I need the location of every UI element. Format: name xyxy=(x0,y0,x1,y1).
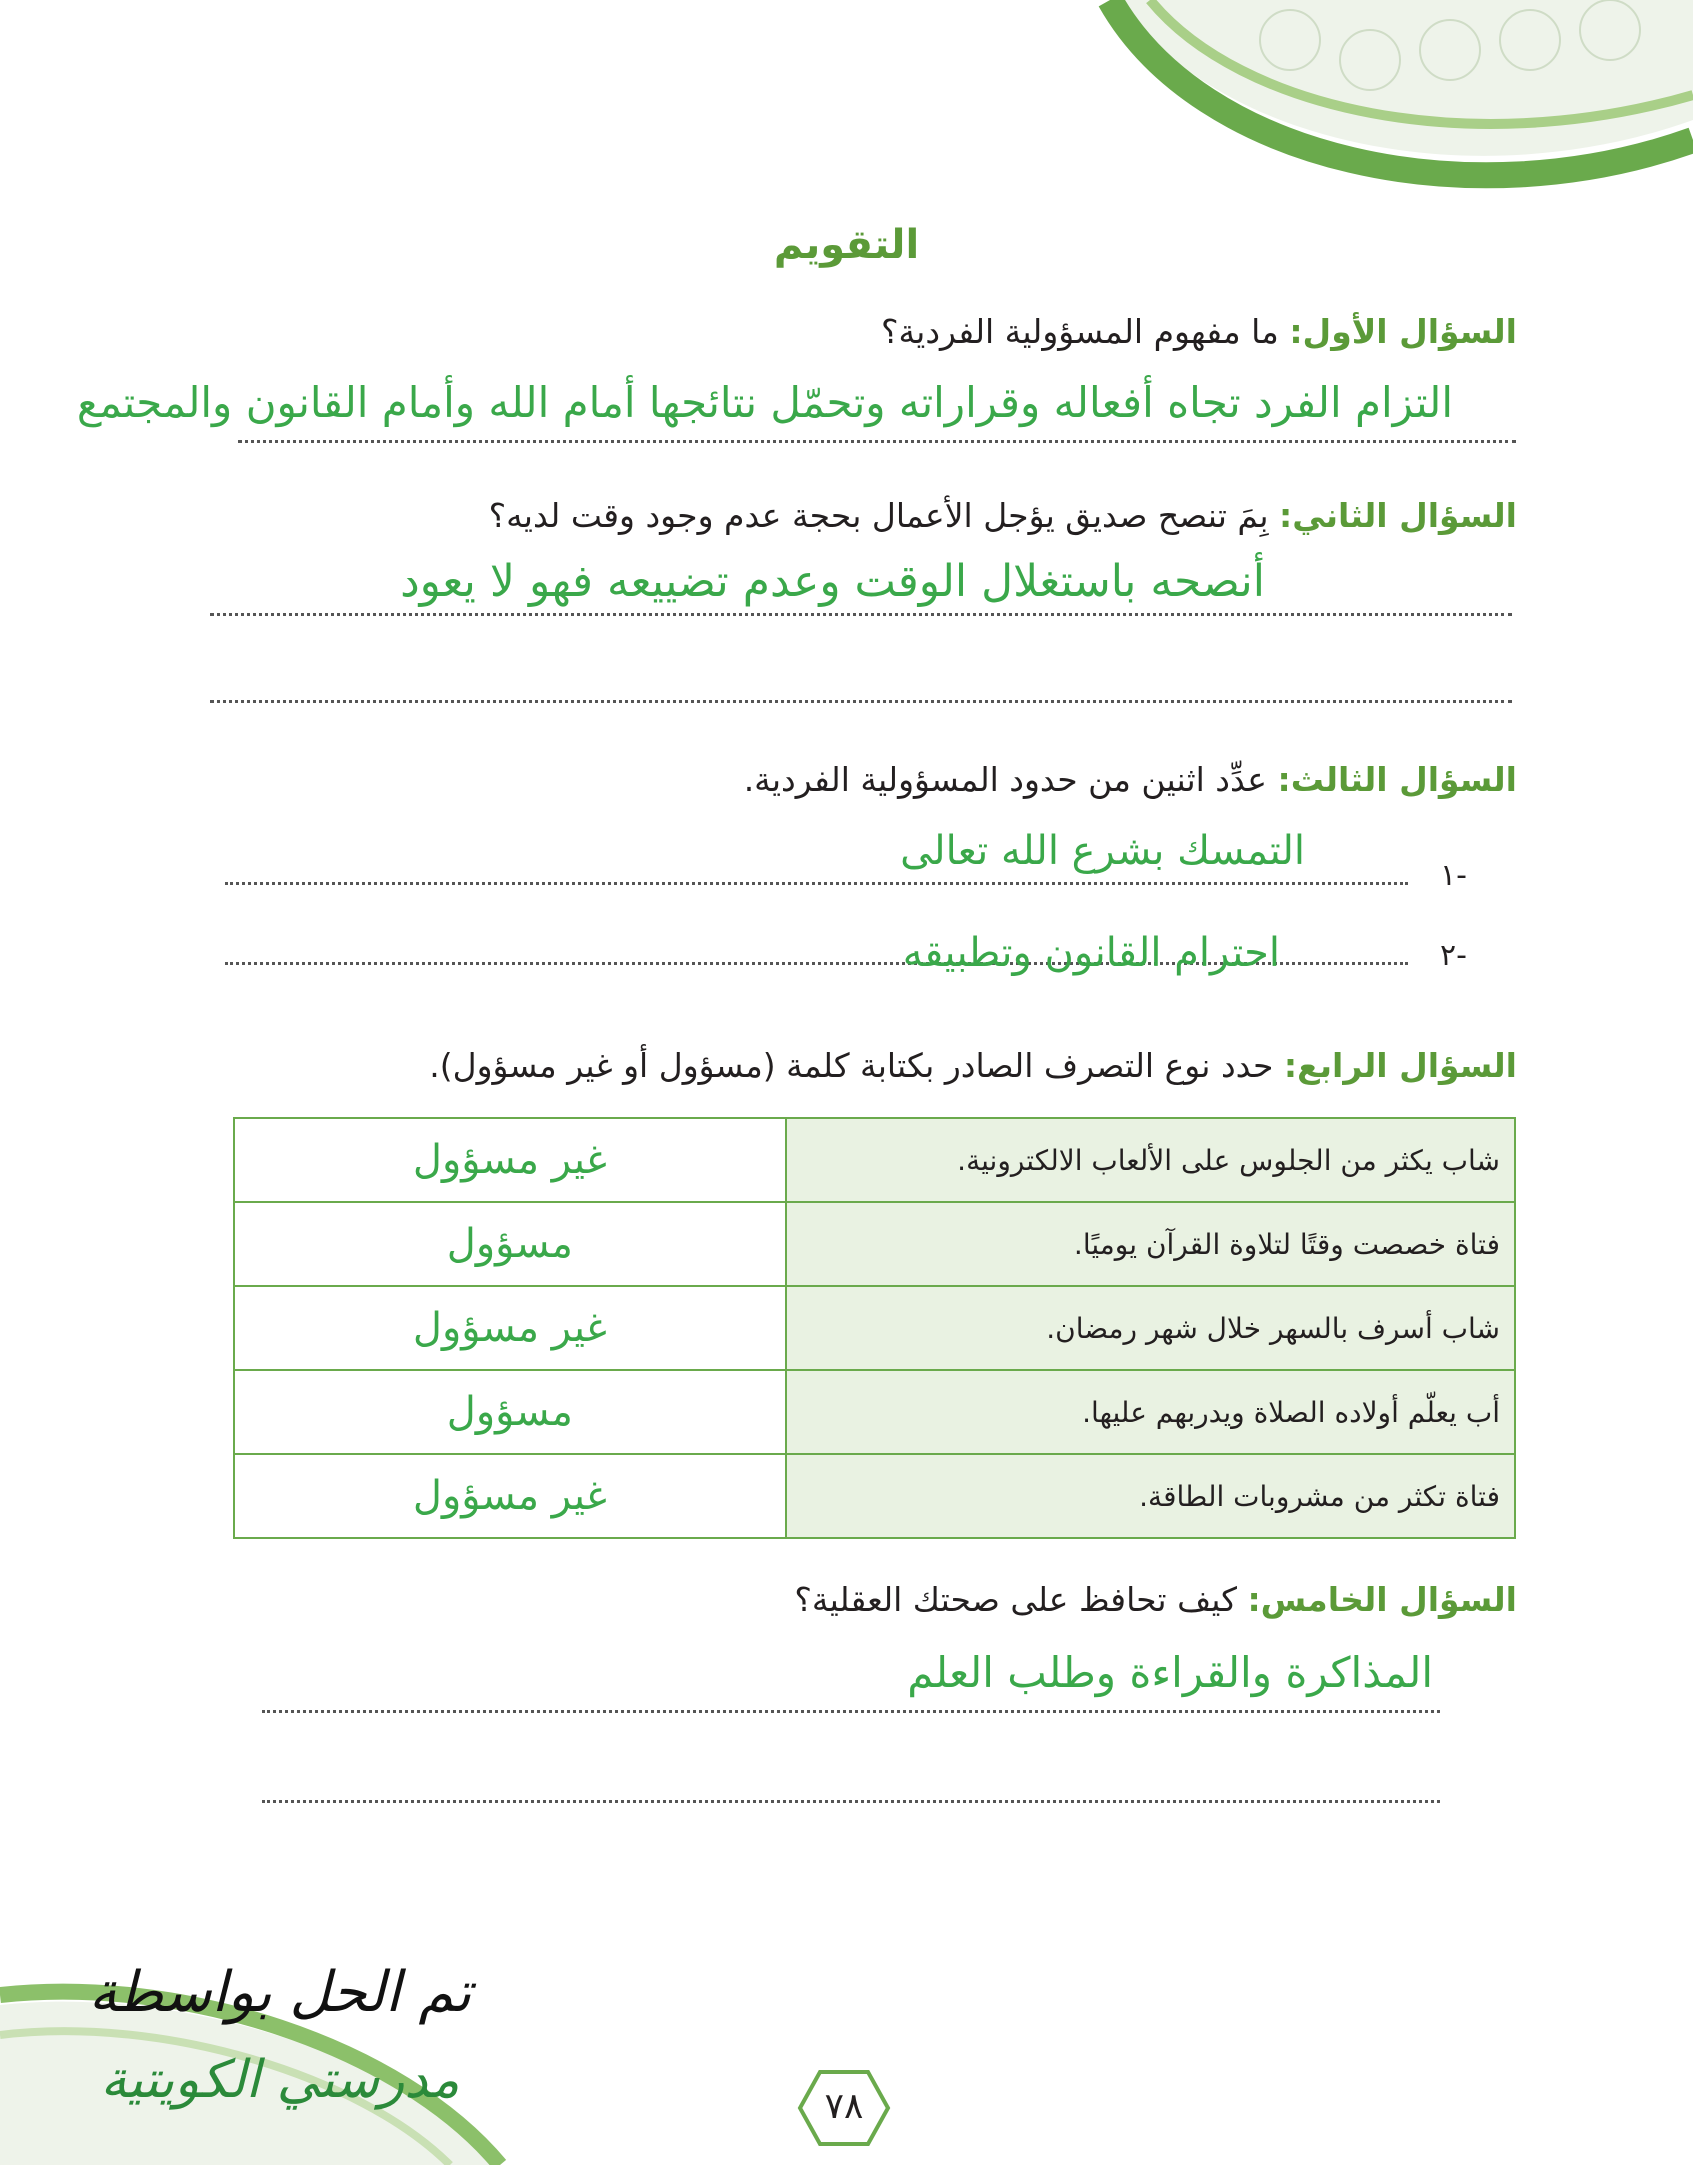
answer-1-line xyxy=(238,440,1516,443)
list-item-1-answer: التمسك بشرع الله تعالى xyxy=(900,828,1305,874)
table-row xyxy=(234,1370,1515,1454)
table-prompt: أب يعلّم أولاده الصلاة ويدربهم عليها. xyxy=(786,1370,1515,1454)
question-3-text: عدِّد اثنين من حدود المسؤولية الفردية. xyxy=(743,760,1267,799)
answer-2: أنصحه باستغلال الوقت وعدم تضييعه فهو لا يعود xyxy=(400,556,1265,607)
table-row xyxy=(234,1118,1515,1202)
list-item-2-answer: احترام القانون وتطبيقه xyxy=(902,930,1280,976)
table-prompt: فتاة خصصت وقتًا لتلاوة القرآن يوميًا. xyxy=(786,1202,1515,1286)
page-title: التقويم xyxy=(773,222,920,268)
question-3-label: السؤال الثالث: xyxy=(1277,760,1517,799)
question-5 xyxy=(794,1580,1517,1619)
list-item-1-number: ١- xyxy=(1440,858,1467,893)
question-1 xyxy=(881,312,1517,351)
question-4-text: حدد نوع التصرف الصادر بكتابة كلمة (مسؤول أو غير مسؤول). xyxy=(429,1046,1274,1085)
table-row xyxy=(234,1286,1515,1370)
question-2-label: السؤال الثاني: xyxy=(1279,496,1517,535)
question-4 xyxy=(429,1046,1517,1085)
table-answer: غير مسؤول xyxy=(234,1286,786,1370)
signature-line-1: تم الحل بواسطة xyxy=(88,1960,472,2025)
question-3 xyxy=(744,760,1517,799)
answer-5-line xyxy=(262,1710,1440,1713)
table-answer: مسؤول xyxy=(234,1370,786,1454)
question-5-text: كيف تحافظ على صحتك العقلية؟ xyxy=(794,1580,1237,1619)
table-row xyxy=(234,1202,1515,1286)
corner-decoration xyxy=(1090,0,1693,200)
question-2-text: بِمَ تنصح صديق يؤجل الأعمال بحجة عدم وجود وقت لديه؟ xyxy=(488,496,1269,535)
table-answer: غير مسؤول xyxy=(234,1454,786,1538)
page-number xyxy=(796,2068,892,2148)
signature-line-2: مدرستي الكويتية xyxy=(100,2050,460,2110)
question-2 xyxy=(489,496,1517,535)
answer-5-line-2 xyxy=(262,1800,1440,1803)
table-prompt: شاب يكثر من الجلوس على الألعاب الالكترونية. xyxy=(786,1118,1515,1202)
table-answer: غير مسؤول xyxy=(234,1118,786,1202)
responsibility-table xyxy=(233,1117,1516,1539)
answer-2-line xyxy=(210,613,1512,616)
list-item-2-number: ٢- xyxy=(1440,938,1467,973)
answer-2-line-2 xyxy=(210,700,1512,703)
table-prompt: شاب أسرف بالسهر خلال شهر رمضان. xyxy=(786,1286,1515,1370)
table-row xyxy=(234,1454,1515,1538)
answer-1: التزام الفرد تجاه أفعاله وقراراته وتحمّل نتائجها أمام الله وأمام القانون والمجتمع xyxy=(76,378,1453,427)
table-answer: مسؤول xyxy=(234,1202,786,1286)
answer-5: المذاكرة والقراءة وطلب العلم xyxy=(907,1648,1433,1697)
page-number-text: ٧٨ xyxy=(824,2086,864,2127)
question-4-label: السؤال الرابع: xyxy=(1283,1046,1517,1085)
question-5-label: السؤال الخامس: xyxy=(1247,1580,1517,1619)
question-1-label: السؤال الأول: xyxy=(1289,312,1517,351)
question-1-text: ما مفهوم المسؤولية الفردية؟ xyxy=(880,312,1279,351)
list-item-1-line xyxy=(225,882,1408,885)
table-prompt: فتاة تكثر من مشروبات الطاقة. xyxy=(786,1454,1515,1538)
